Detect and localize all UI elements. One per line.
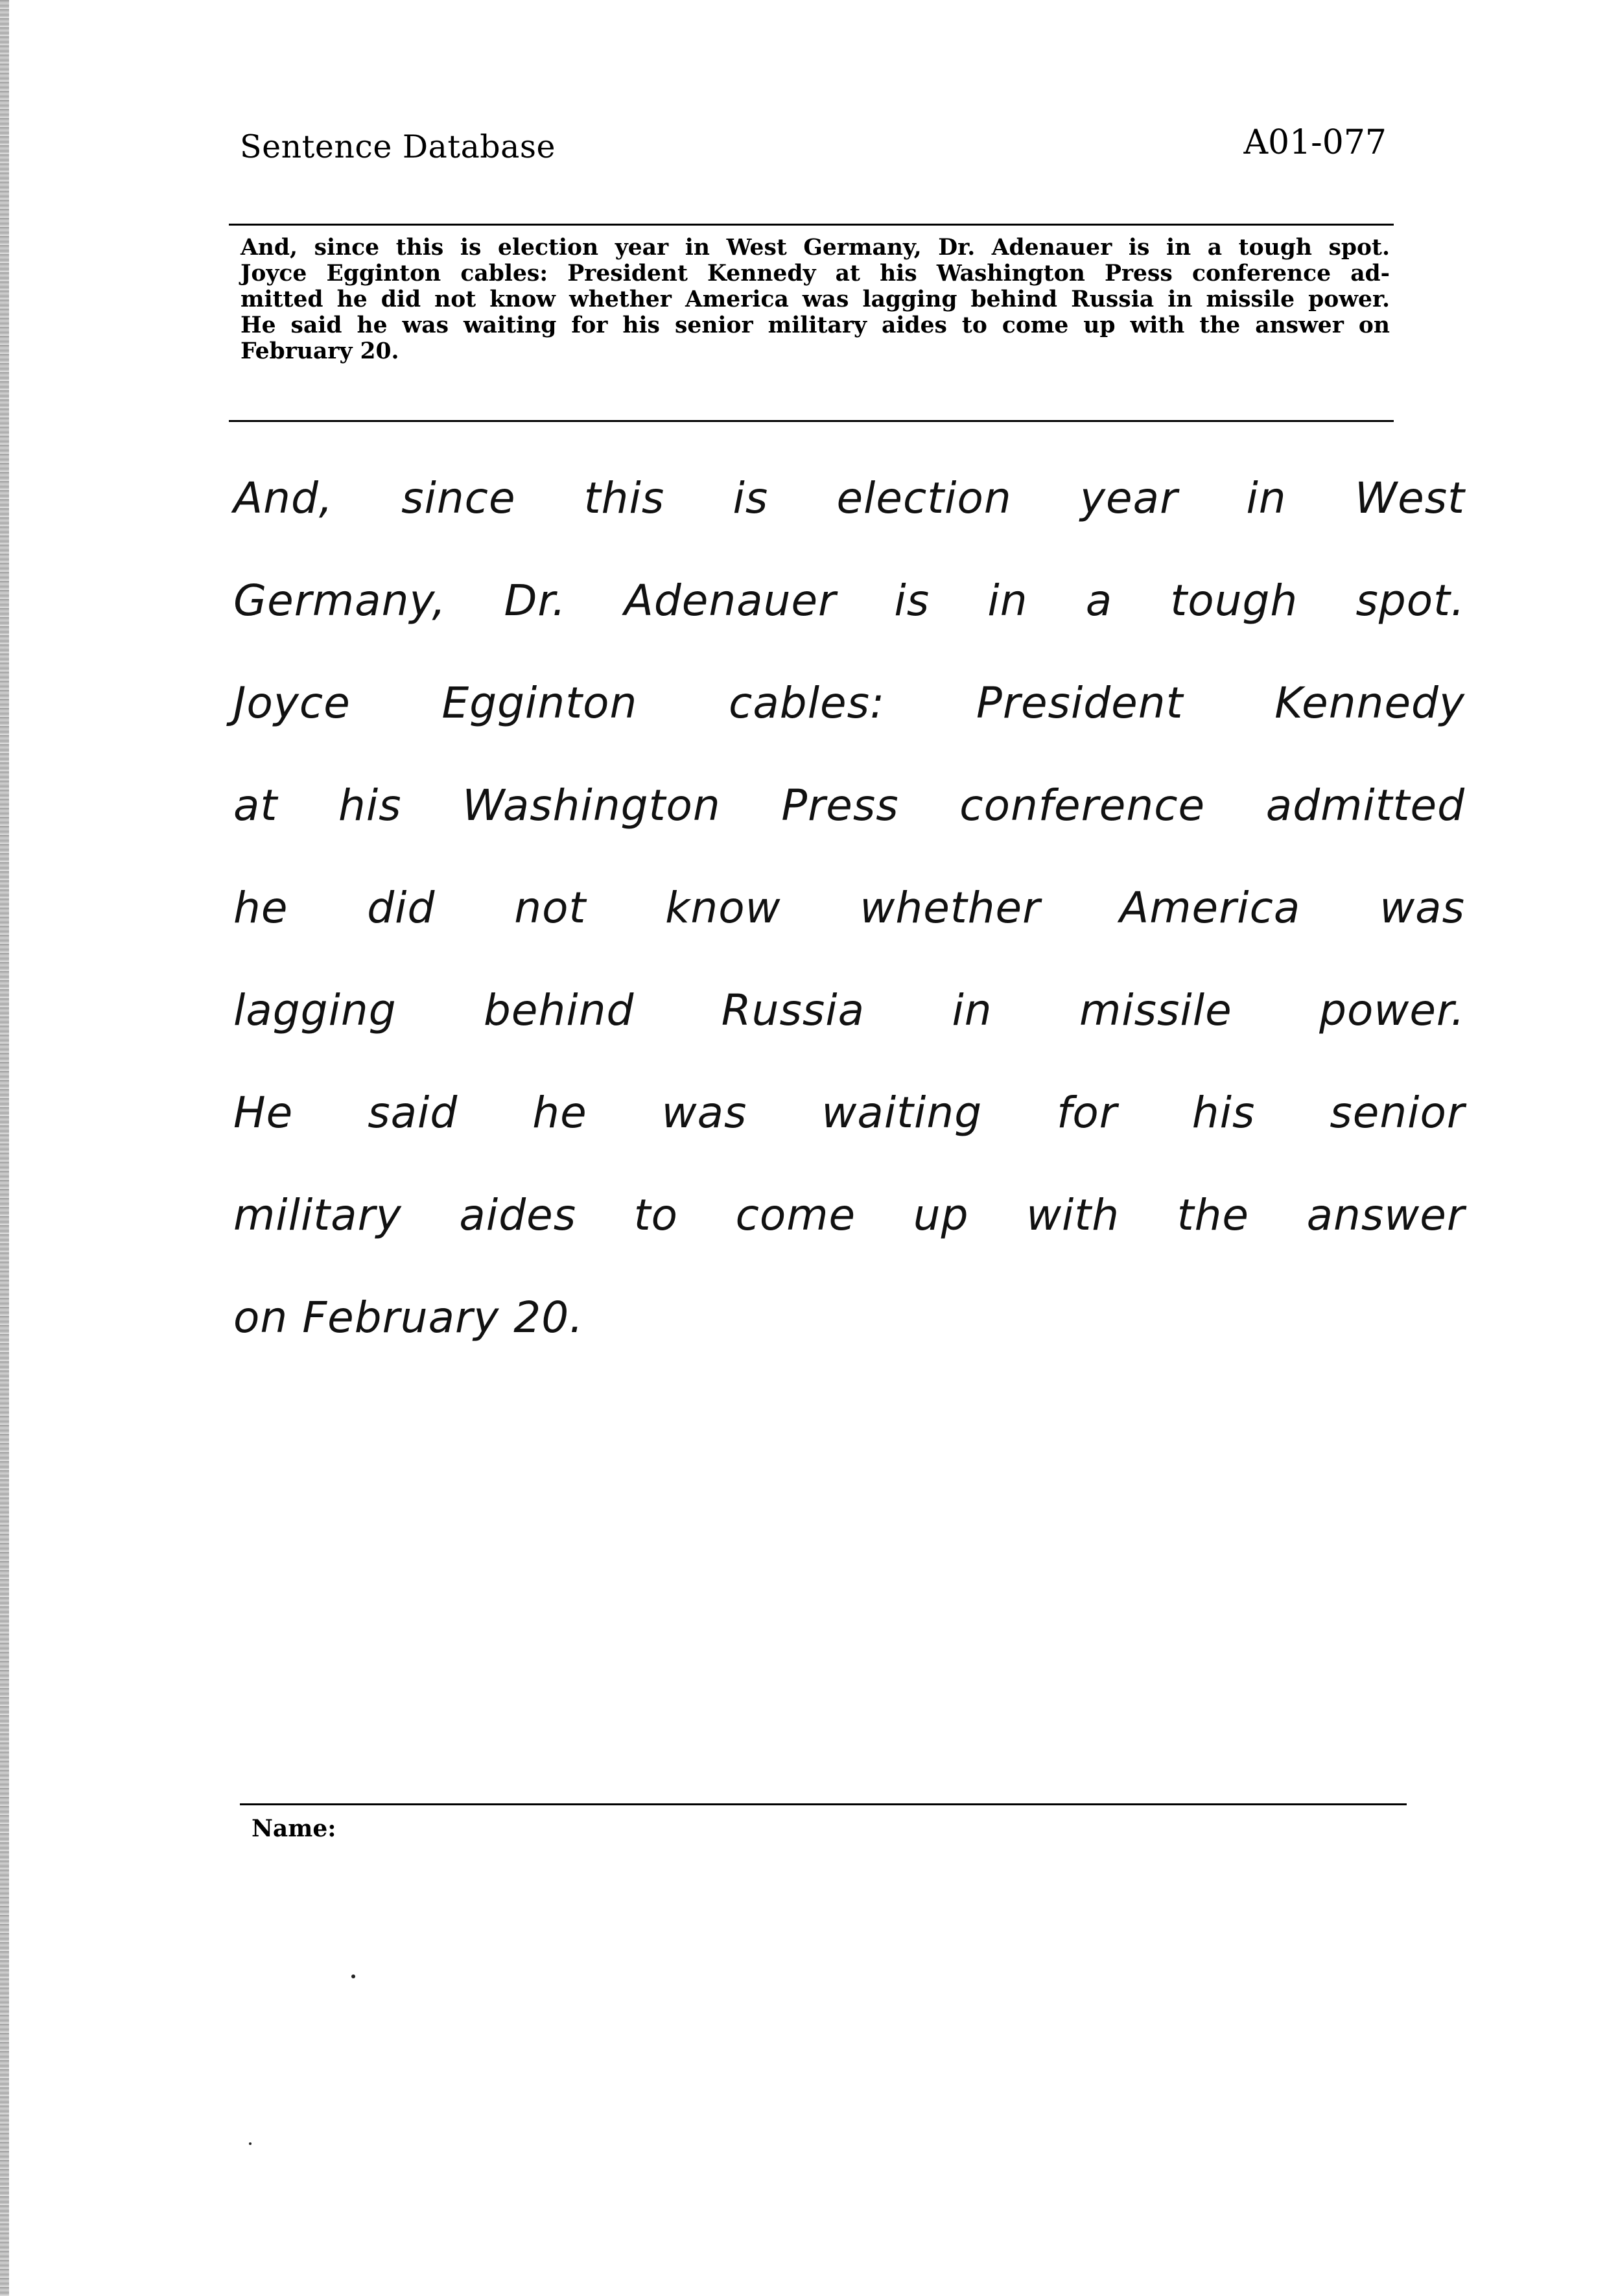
printed-line: He said he was waiting for his senior military aides to come up with the answer on (240, 312, 1390, 338)
name-label: Name: (252, 1815, 336, 1842)
handwritten-line: Joyce Egginton cables: President Kennedy (233, 678, 1465, 728)
handwritten-line: He said he was waiting for his senior (233, 1088, 1465, 1138)
form-id: A01-077 (1243, 123, 1387, 162)
printed-line: And, since this is election year in West Germany, Dr. Adenauer is in a tough spot. (240, 235, 1390, 261)
handwritten-line: on February 20. (233, 1293, 584, 1342)
printed-line: Joyce Egginton cables: President Kennedy at his Washington Press conference ad- (240, 261, 1390, 287)
handwritten-line: at his Washington Press conference admitted (233, 780, 1465, 830)
bottom-divider (229, 420, 1394, 422)
handwritten-line: lagging behind Russia in missile power. (233, 985, 1465, 1035)
handwritten-line: he did not know whether America was (233, 883, 1465, 933)
printed-line: mitted he did not know whether America was lagging behind Russia in missile power. (240, 287, 1390, 312)
scan-edge-artifact (0, 0, 9, 2296)
top-divider (229, 224, 1394, 226)
printed-text-block (240, 235, 1390, 364)
scan-speck (351, 1974, 355, 1978)
handwritten-line: And, since this is election year in West (233, 473, 1465, 523)
handwritten-line: military aides to come up with the answer (233, 1190, 1465, 1240)
handwritten-text-block (233, 473, 1465, 1395)
scan-speck (249, 2142, 252, 2145)
printed-line: February 20. (240, 338, 399, 364)
handwritten-line: Germany, Dr. Adenauer is in a tough spot. (233, 576, 1465, 626)
page-title: Sentence Database (240, 128, 556, 165)
name-divider (240, 1803, 1407, 1805)
